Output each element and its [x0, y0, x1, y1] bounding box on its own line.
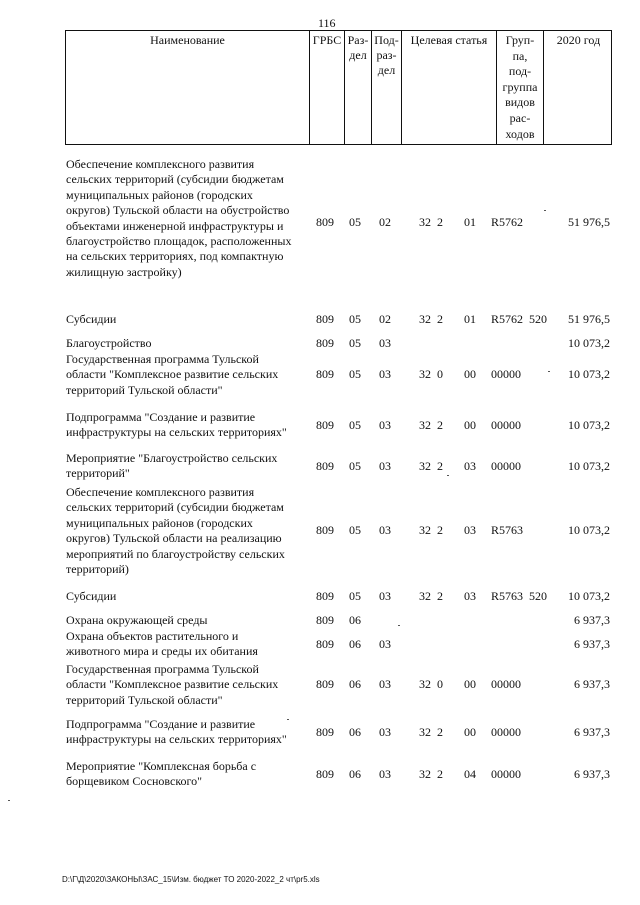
- row-cs2: 2: [437, 523, 443, 537]
- row-grbs: 809: [316, 637, 334, 651]
- row-amount: 6 937,3: [574, 613, 610, 627]
- row-grbs: 809: [316, 215, 334, 229]
- row-razdel: 06: [349, 767, 361, 781]
- row-razdel: 05: [349, 523, 361, 537]
- header-name: Наименование: [150, 33, 225, 47]
- row-podrazdel: 03: [379, 367, 391, 381]
- row-grbs: 809: [316, 523, 334, 537]
- row-cs1: 32: [419, 418, 431, 432]
- row-name: Субсидии: [66, 589, 117, 603]
- row-cs4: 00000: [491, 677, 521, 691]
- row-razdel: 05: [349, 459, 361, 473]
- row-podrazdel: 03: [379, 523, 391, 537]
- row-name: Мероприятие "Благоустройство сельских территорий": [66, 451, 278, 481]
- row-cs4: R5762: [491, 215, 524, 229]
- table-header: [65, 30, 612, 145]
- file-path-footer: D:\Г\Д\2020\ЗАКОНЫ\ЗАС_15\Изм. бюджет ТО 2020-2022_2 чт\pr5.xls: [62, 875, 320, 884]
- row-grbs: 809: [316, 677, 334, 691]
- row-amount: 6 937,3: [574, 637, 610, 651]
- row-grbs: 809: [316, 589, 334, 603]
- row-cs4: R5763: [491, 523, 524, 537]
- row-amount: 6 937,3: [574, 725, 610, 739]
- row-razdel: 05: [349, 215, 361, 229]
- row-cs4: 00000: [491, 725, 521, 739]
- row-cs4: R5762: [491, 312, 524, 326]
- row-grbs: 809: [316, 367, 334, 381]
- row-name: Государственная программа Тульской области "Комплексное развитие сельских территорий Тульской области": [66, 352, 279, 397]
- scan-speck: [8, 800, 10, 801]
- row-amount: 51 976,5: [568, 312, 610, 326]
- row-amount: 51 976,5: [568, 215, 610, 229]
- row-grbs: 809: [316, 459, 334, 473]
- row-razdel: 06: [349, 677, 361, 691]
- row-podrazdel: 03: [379, 637, 391, 651]
- row-podrazdel: 03: [379, 767, 391, 781]
- row-razdel: 06: [349, 637, 361, 651]
- scan-speck: [398, 625, 400, 626]
- header-tselevaya-statya: Целевая статья: [410, 33, 488, 47]
- row-cs2: 0: [437, 677, 443, 691]
- row-cs2: 0: [437, 367, 443, 381]
- row-name: Благоустройство: [66, 336, 152, 350]
- row-cs3: 03: [464, 589, 476, 603]
- row-podrazdel: 03: [379, 589, 391, 603]
- row-cs1: 32: [419, 367, 431, 381]
- row-cs3: 03: [464, 523, 476, 537]
- row-grbs: 809: [316, 336, 334, 350]
- row-amount: 10 073,2: [568, 367, 610, 381]
- row-cs1: 32: [419, 677, 431, 691]
- row-podrazdel: 02: [379, 215, 391, 229]
- row-cs2: 2: [437, 767, 443, 781]
- row-name: Обеспечение комплексного развития сельских территорий (субсидии бюджетам муниципальных районов (городских округов) Тульской области на реализацию мероприятий по благоустройству сельских территорий): [66, 485, 285, 577]
- row-name: Охрана объектов растительного и животного мира и среды их обитания: [66, 629, 258, 659]
- row-amount: 10 073,2: [568, 418, 610, 432]
- row-amount: 10 073,2: [568, 459, 610, 473]
- row-name: Подпрограмма "Создание и развитие инфраструктуры на сельских территориях": [66, 410, 287, 440]
- row-grbs: 809: [316, 312, 334, 326]
- row-amount: 10 073,2: [568, 336, 610, 350]
- row-name: Подпрограмма "Создание и развитие инфраструктуры на сельских территориях": [66, 717, 287, 747]
- row-gruppa: 520: [529, 312, 547, 326]
- row-razdel: 05: [349, 312, 361, 326]
- row-name: Мероприятие "Комплексная борьба с борщевиком Сосновского": [66, 759, 257, 789]
- row-amount: 10 073,2: [568, 523, 610, 537]
- header-gruppa: Груп- па, под- группа видов рас- ходов: [502, 33, 538, 141]
- header-year: 2020 год: [556, 33, 601, 47]
- row-cs3: 03: [464, 459, 476, 473]
- row-cs2: 2: [437, 312, 443, 326]
- row-cs3: 00: [464, 725, 476, 739]
- row-podrazdel: 02: [379, 312, 391, 326]
- scan-speck: [544, 210, 546, 211]
- row-cs1: 32: [419, 215, 431, 229]
- row-cs2: 2: [437, 459, 443, 473]
- row-cs1: 32: [419, 523, 431, 537]
- row-cs1: 32: [419, 767, 431, 781]
- row-podrazdel: 03: [379, 418, 391, 432]
- row-podrazdel: 03: [379, 677, 391, 691]
- row-amount: 6 937,3: [574, 767, 610, 781]
- row-cs4: 00000: [491, 418, 521, 432]
- scan-speck: [287, 719, 289, 720]
- page-number: 116: [318, 16, 336, 30]
- row-cs2: 2: [437, 215, 443, 229]
- row-cs4: 00000: [491, 767, 521, 781]
- row-razdel: 05: [349, 418, 361, 432]
- row-cs3: 00: [464, 418, 476, 432]
- scan-speck: [548, 371, 550, 372]
- header-grbs: ГРБС: [312, 33, 342, 47]
- row-name: Государственная программа Тульской области "Комплексное развитие сельских территорий Тульской области": [66, 662, 279, 707]
- row-podrazdel: 03: [379, 725, 391, 739]
- row-cs3: 01: [464, 215, 476, 229]
- row-cs4: 00000: [491, 459, 521, 473]
- scan-speck: [447, 475, 449, 476]
- row-cs3: 04: [464, 767, 476, 781]
- row-name: Субсидии: [66, 312, 117, 326]
- row-cs1: 32: [419, 589, 431, 603]
- row-grbs: 809: [316, 418, 334, 432]
- row-name: Обеспечение комплексного развития сельских территорий (субсидии бюджетам муниципальных районов (городских округов) Тульской области на обустройство объектами инженерной инфраструктуры и благоустройство площадок, расположенных на сельских территориях, под компактную жилищную застройку): [66, 157, 292, 279]
- row-amount: 10 073,2: [568, 589, 610, 603]
- row-cs4: R5763: [491, 589, 524, 603]
- row-cs3: 00: [464, 367, 476, 381]
- row-cs2: 2: [437, 589, 443, 603]
- row-cs1: 32: [419, 312, 431, 326]
- row-razdel: 06: [349, 613, 361, 627]
- row-cs2: 2: [437, 725, 443, 739]
- row-razdel: 05: [349, 367, 361, 381]
- row-cs3: 00: [464, 677, 476, 691]
- row-cs1: 32: [419, 725, 431, 739]
- row-razdel: 06: [349, 725, 361, 739]
- row-podrazdel: 03: [379, 336, 391, 350]
- row-grbs: 809: [316, 725, 334, 739]
- row-grbs: 809: [316, 767, 334, 781]
- row-cs3: 01: [464, 312, 476, 326]
- row-podrazdel: 03: [379, 459, 391, 473]
- row-razdel: 05: [349, 589, 361, 603]
- row-cs1: 32: [419, 459, 431, 473]
- row-amount: 6 937,3: [574, 677, 610, 691]
- row-grbs: 809: [316, 613, 334, 627]
- header-podrazdel: Под- раз- дел: [374, 33, 399, 77]
- row-gruppa: 520: [529, 589, 547, 603]
- row-razdel: 05: [349, 336, 361, 350]
- row-cs2: 2: [437, 418, 443, 432]
- header-razdel: Раз- дел: [347, 33, 369, 62]
- row-cs4: 00000: [491, 367, 521, 381]
- row-name: Охрана окружающей среды: [66, 613, 208, 627]
